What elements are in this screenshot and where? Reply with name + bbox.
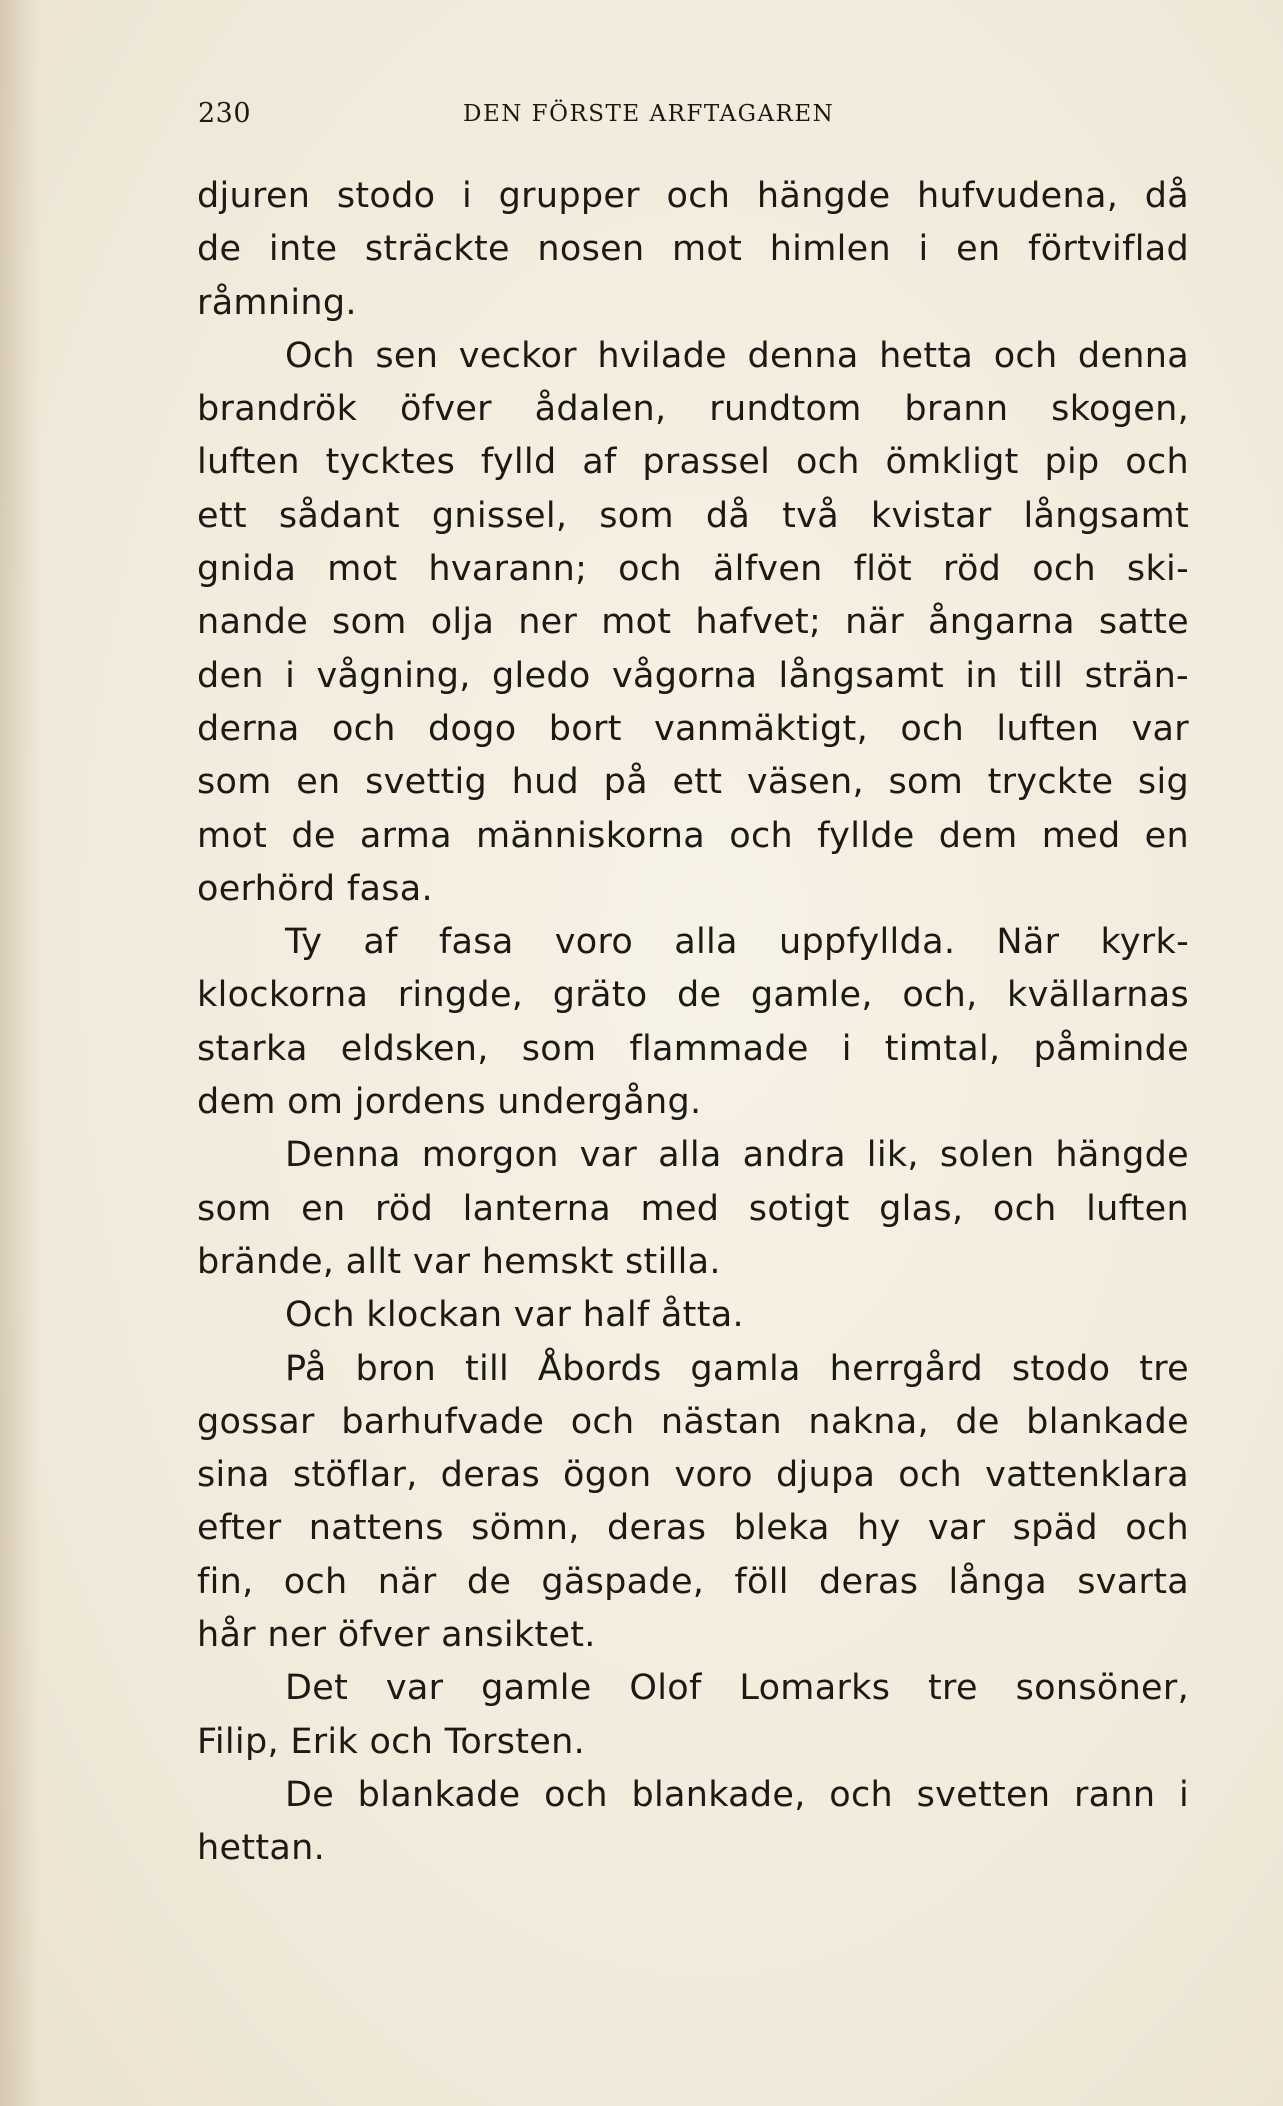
- text-line: brandrök öfver ådalen, rundtom brann skogen,: [197, 389, 1189, 430]
- text-line: Det var gamle Olof Lomarks tre sonsöner,: [285, 1668, 1189, 1709]
- text-line: den i vågning, gledo vågorna långsamt in till strän-: [197, 655, 1189, 696]
- text-line: råmning.: [197, 282, 357, 323]
- text-line: Denna morgon var alla andra lik, solen hängde: [285, 1135, 1189, 1176]
- text-line: de inte sträckte nosen mot himlen i en förtviflad: [197, 229, 1189, 270]
- text-line: dem om jordens undergång.: [197, 1082, 702, 1123]
- text-line: efter nattens sömn, deras bleka hy var späd och: [197, 1508, 1189, 1549]
- text-line: djuren stodo i grupper och hängde hufvudena, då: [197, 176, 1189, 216]
- text-line: På bron till Åbords gamla herrgård stodo tre: [285, 1348, 1189, 1389]
- text-line: starka eldsken, som flammade i timtal, påminde: [197, 1028, 1189, 1069]
- text-line: gnida mot hvarann; och älfven flöt röd och ski-: [197, 549, 1189, 590]
- text-line: fin, och när de gäspade, föll deras långa svarta: [197, 1561, 1189, 1602]
- text-line: klockorna ringde, gräto de gamle, och, kvällarnas: [197, 975, 1189, 1016]
- page-number: 230: [198, 98, 252, 129]
- text-line: De blankade och blankade, och svetten rann i: [285, 1774, 1189, 1815]
- body-text: [197, 170, 1189, 1876]
- running-title: DEN FÖRSTE ARFTAGAREN: [463, 101, 835, 127]
- text-line: som en svettig hud på ett väsen, som tryckte sig: [197, 762, 1189, 803]
- text-line: hettan.: [197, 1828, 326, 1869]
- text-line: Filip, Erik och Torsten.: [197, 1721, 586, 1762]
- text-line: luften tycktes fylld af prassel och ömkligt pip och: [197, 442, 1189, 483]
- text-line: nande som olja ner mot hafvet; när ångarna satte: [197, 602, 1189, 643]
- text-line: Och sen veckor hvilade denna hetta och denna: [285, 335, 1189, 376]
- text-line: Ty af fasa voro alla uppfyllda. När kyrk-: [285, 922, 1189, 963]
- text-line: mot de arma människorna och fyllde dem med en: [197, 815, 1189, 856]
- text-line: sina stöflar, deras ögon voro djupa och vattenklara: [197, 1455, 1189, 1496]
- text-line: hår ner öfver ansiktet.: [197, 1615, 596, 1656]
- text-line: oerhörd fasa.: [197, 868, 433, 909]
- text-line: ett sådant gnissel, som då två kvistar långsamt: [197, 495, 1189, 536]
- gutter-shadow: [0, 0, 40, 2106]
- text-line: Och klockan var half åtta.: [285, 1295, 744, 1336]
- text-line: gossar barhufvade och nästan nakna, de blankade: [197, 1401, 1189, 1442]
- page-header: [198, 98, 1188, 134]
- text-line: som en röd lanterna med sotigt glas, och luften: [197, 1188, 1189, 1229]
- text-line: derna och dogo bort vanmäktigt, och luften var: [197, 708, 1189, 749]
- text-line: brände, allt var hemskt stilla.: [197, 1241, 721, 1282]
